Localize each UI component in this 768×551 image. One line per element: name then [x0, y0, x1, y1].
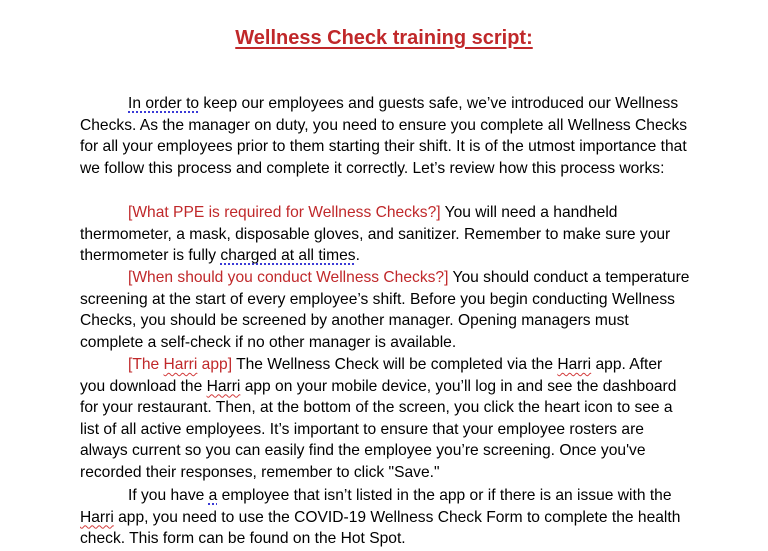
- paragraph-ppe: [80, 202, 690, 267]
- paragraph-intro-text: keep our employees and guests safe, we’ve introduced our Wellness Checks. As the manager on duty, you need to ensure you complete all Wellness Checks for all your employees prior to them starting their shift. It is of the utmost importance that we follow this process and complete it correctly. Let’s review how this process works:: [80, 95, 688, 177]
- paragraph-harri-text-c: app. After you download the: [80, 356, 663, 395]
- paragraph-timing-text: You should conduct a temperature screening at the start of every employee’s shift. Before you begin conducting Wellness Checks, you should be screened by another manager. Opening managers must complete a self-check if no other manager is available.: [80, 269, 690, 351]
- grammar-flag: charged at all times: [220, 247, 356, 265]
- document-title-text: Wellness Check training script:: [235, 27, 533, 49]
- section-label-harri-a: [The: [128, 356, 164, 373]
- paragraph-intro: [80, 93, 690, 179]
- paragraph-timing: [80, 267, 690, 353]
- spelling-flag: Harri: [557, 356, 592, 373]
- grammar-flag: a: [208, 487, 218, 504]
- spelling-flag: Harri: [206, 377, 241, 395]
- paragraph-fallback-text-c: employee that isn’t listed in the app or if there is an issue with the: [217, 487, 672, 504]
- section-label-harri-c: app]: [197, 356, 233, 373]
- section-label-timing: [When should you conduct Wellness Checks?]: [128, 269, 449, 286]
- paragraph-harri-text-e: app on your mobile device, you’ll log in and see the dashboard for your restaurant. Then, at the bottom of the screen, you click the heart icon to see a list of all active employees. It’s important to ensure that your employee rosters are always current so you can easily find the employee you’re screening. Once you've recorded their responses, remember to click "Save.": [80, 377, 677, 481]
- paragraph-fallback-text-a: If you have: [128, 487, 209, 504]
- paragraph-harri-text-a: The Wellness Check will be completed via the: [232, 356, 558, 373]
- paragraph-ppe-text: You will need a handheld thermometer, a mask, disposable gloves, and sanitizer. Remember to make sure your thermometer is fully: [80, 204, 671, 265]
- paragraph-ppe-end: .: [355, 247, 360, 265]
- spelling-flag: Harri: [80, 508, 114, 526]
- document-title: [0, 26, 768, 50]
- section-label-ppe: [What PPE is required for Wellness Checks?]: [128, 204, 441, 221]
- paragraph-harri-app: [80, 354, 690, 484]
- paragraph-fallback: [80, 485, 690, 550]
- paragraph-fallback-text-e: app, you need to use the COVID-19 Wellness Check Form to complete the health check. This form can be found on the Hot Spot.: [80, 508, 681, 548]
- grammar-flag: In order to: [128, 95, 200, 112]
- spelling-flag: Harri: [163, 356, 198, 373]
